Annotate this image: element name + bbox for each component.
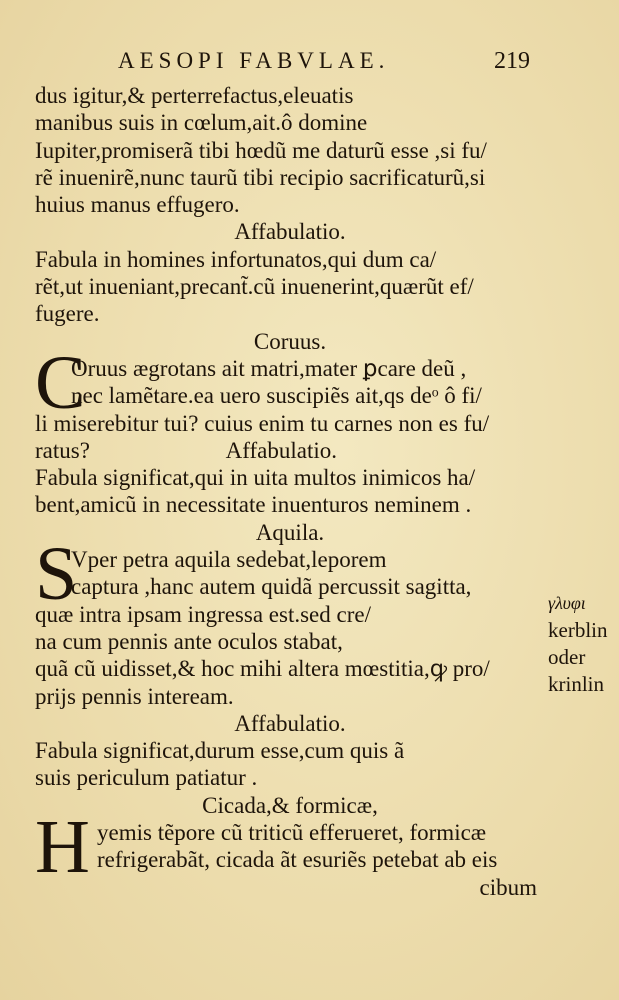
text-line: Fabula significat,qui in uita multos inimicos ha/ <box>35 465 476 491</box>
text-line: quæ intra ipsam ingressa est.sed cre/ <box>35 601 371 627</box>
handwritten-margin-note <box>548 590 619 698</box>
text-line: manibus suis in cœlum,ait.ô domine <box>35 110 368 136</box>
text-fragment: ratus? <box>35 437 90 463</box>
page-header <box>118 48 538 82</box>
text-line: Iupiter,promiserã tibi hœdũ me daturũ esse ,si fu/ <box>35 137 487 163</box>
catchword: cibum <box>479 874 537 900</box>
running-title: AESOPI FABVLAE. <box>118 48 390 73</box>
dropcap-c: C <box>35 340 86 425</box>
text-line: Vper petra aquila sedebat,leporem <box>71 547 387 573</box>
text-line: Fabula in homines infortunatos,qui dum ca/ <box>35 246 437 272</box>
fable-title-aquila: Aquila. <box>255 519 325 545</box>
text-line: Fabula significat,durum esse,cum quis ã <box>35 738 405 764</box>
text-line: refrigerabãt, cicada ãt esuriẽs petebat ab eis <box>97 847 498 873</box>
dropcap-h: H <box>35 805 90 890</box>
text-line: rẽt,ut inueniant,precant̃.cũ inuenerint,quærũt ef/ <box>35 274 474 300</box>
text-line: bent,amicũ in necessitate inuenturos neminem . <box>35 492 472 518</box>
fable-title-coruus: Coruus. <box>253 328 327 354</box>
fable-title-cicada: Cicada,& formicæ, <box>202 792 378 818</box>
dropcap-s: S <box>35 532 78 617</box>
text-line: suis periculum patiatur . <box>35 765 258 791</box>
text-line: li miserebitur tui? cuius enim tu carnes non es fu/ <box>35 410 490 436</box>
text-line: prijs pennis inteream. <box>35 683 234 709</box>
text-line: rẽ inuenirẽ,nunc taurũ tibi recipio sacrificaturũ,si <box>35 164 486 190</box>
text-line: na cum pennis ante oculos stabat, <box>35 628 343 654</box>
affabulatio-heading: Affabulatio. <box>234 710 346 736</box>
margin-note-line: kerblin <box>548 618 608 642</box>
text-line: Oruus ægrotans ait matri,mater ꝑcare deũ , <box>71 355 467 381</box>
text-line: fugere. <box>35 301 100 327</box>
text-line-with-heading <box>35 437 545 464</box>
margin-note-line: γλυφι <box>548 593 586 613</box>
text-line: dus igitur,& perterrefactus,eleuatis <box>35 83 354 108</box>
affabulatio-heading: Affabulatio. <box>225 437 338 463</box>
text-line: captura ,hanc autem quidã percussit sagitta, <box>71 574 472 600</box>
text-line: yemis tẽpore cũ triticũ efferueret, formicæ <box>97 820 487 846</box>
text-line: huius manus effugero. <box>35 192 240 218</box>
margin-note-line: oder <box>548 645 586 669</box>
page-number: 219 <box>494 48 530 74</box>
affabulatio-heading: Affabulatio. <box>234 219 346 245</box>
body-text <box>35 82 545 901</box>
margin-note-line: krinlin <box>548 672 604 696</box>
text-line: quã cũ uidisset,& hoc mihi altera mœstitia,ꝙ pro/ <box>35 656 490 682</box>
text-line: nec lamẽtare.ea uero suscipiẽs ait,qs deᵒ ô fi/ <box>71 383 482 409</box>
